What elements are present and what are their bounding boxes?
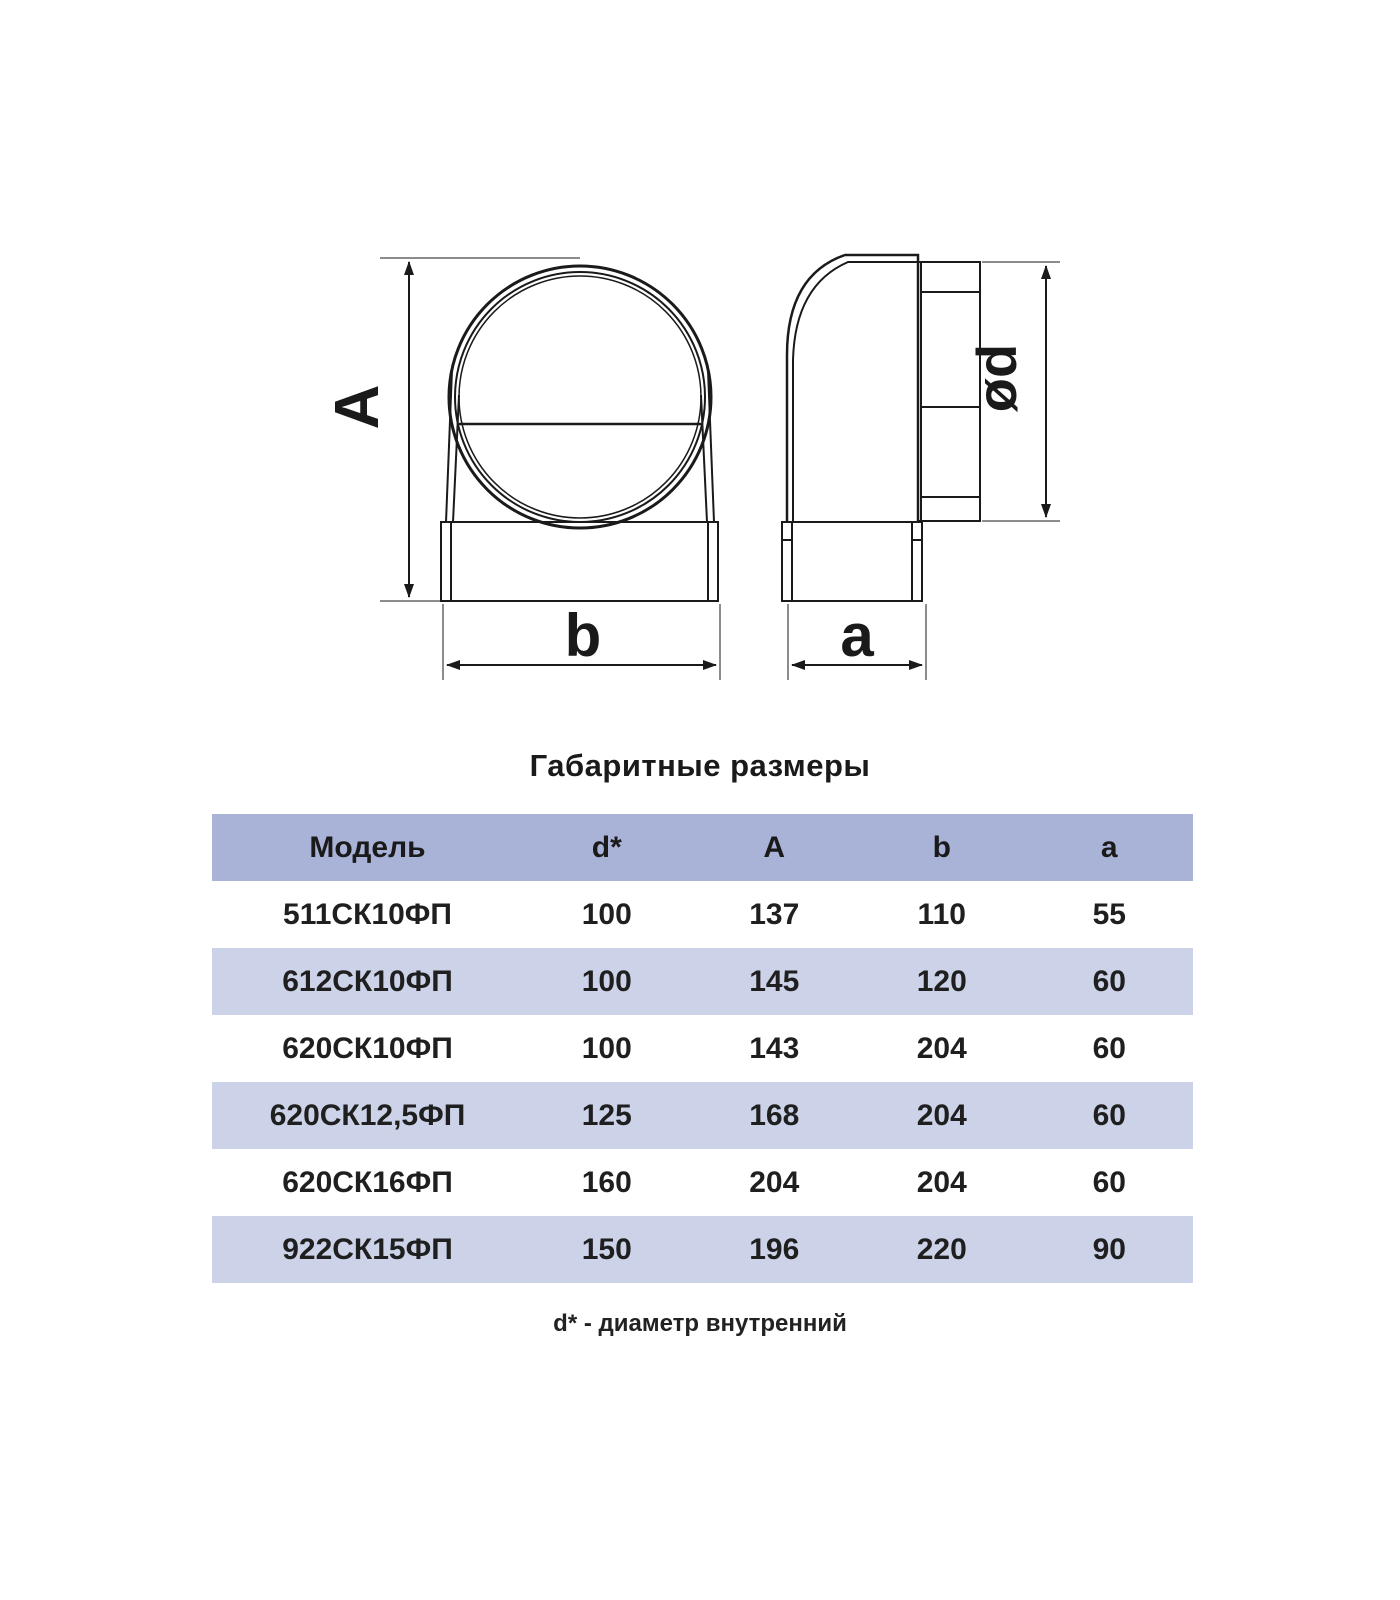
rect-base bbox=[441, 522, 718, 601]
table-row bbox=[212, 881, 1193, 948]
cell-b: 120 bbox=[858, 948, 1026, 1015]
cell-a: 90 bbox=[1026, 1216, 1194, 1283]
label-a: a bbox=[840, 602, 874, 669]
cell-d: 100 bbox=[581, 897, 632, 931]
cell-model: 620СК16ФП bbox=[282, 1165, 453, 1199]
cell-d: 100 bbox=[523, 948, 691, 1015]
cell-b: 110 bbox=[917, 897, 966, 931]
header-model: Модель bbox=[212, 814, 523, 881]
cell-a: 60 bbox=[1092, 1031, 1126, 1065]
front-view bbox=[441, 266, 718, 601]
cell-b: 220 bbox=[858, 1216, 1026, 1283]
cell-b: 204 bbox=[916, 1031, 967, 1065]
label-b: b bbox=[564, 602, 602, 669]
round-collar-inner2 bbox=[459, 276, 701, 518]
cell-A: 168 bbox=[691, 1082, 859, 1149]
cell-d: 125 bbox=[523, 1082, 691, 1149]
cell-A: 145 bbox=[691, 948, 859, 1015]
dimension-A bbox=[380, 258, 580, 601]
cell-d: 160 bbox=[581, 1165, 632, 1199]
cell-a: 60 bbox=[1026, 1082, 1194, 1149]
cell-model: 620СК12,5ФП bbox=[212, 1082, 523, 1149]
cell-b: 204 bbox=[916, 1165, 967, 1199]
header-a: a bbox=[1026, 814, 1194, 881]
table-row bbox=[212, 1015, 1193, 1082]
header-A: A bbox=[691, 814, 859, 881]
cell-a: 60 bbox=[1026, 948, 1194, 1015]
table-row bbox=[212, 1082, 1193, 1149]
technical-drawing bbox=[0, 0, 1400, 720]
cell-A: 143 bbox=[749, 1031, 800, 1065]
header-d: d* bbox=[523, 814, 691, 881]
round-collar-inner bbox=[455, 272, 705, 522]
cell-A: 137 bbox=[749, 897, 800, 931]
table-header-row bbox=[212, 814, 1193, 881]
label-d: ød bbox=[965, 343, 1028, 413]
cell-model: 612СК10ФП bbox=[212, 948, 523, 1015]
header-b: b bbox=[858, 814, 1026, 881]
cell-model: 511СК10ФП bbox=[283, 897, 452, 931]
table-title: Габаритные размеры bbox=[529, 748, 871, 783]
footnote: d* - диаметр внутренний bbox=[553, 1310, 847, 1337]
cell-A: 204 bbox=[749, 1165, 800, 1199]
label-A: A bbox=[323, 384, 392, 430]
cell-a: 60 bbox=[1092, 1165, 1126, 1199]
cell-model: 620СК10ФП bbox=[282, 1031, 453, 1065]
table-row bbox=[212, 1149, 1193, 1216]
dimensions-table bbox=[212, 814, 1193, 1283]
side-rect-base bbox=[782, 522, 922, 601]
cell-a: 55 bbox=[1092, 897, 1126, 931]
cell-b: 204 bbox=[858, 1082, 1026, 1149]
side-view bbox=[782, 255, 980, 601]
cell-d: 150 bbox=[523, 1216, 691, 1283]
cell-d: 100 bbox=[581, 1031, 632, 1065]
cell-A: 196 bbox=[691, 1216, 859, 1283]
table-row bbox=[212, 1216, 1193, 1283]
round-collar-outer bbox=[449, 266, 711, 528]
cell-model: 922СК15ФП bbox=[212, 1216, 523, 1283]
table-row bbox=[212, 948, 1193, 1015]
